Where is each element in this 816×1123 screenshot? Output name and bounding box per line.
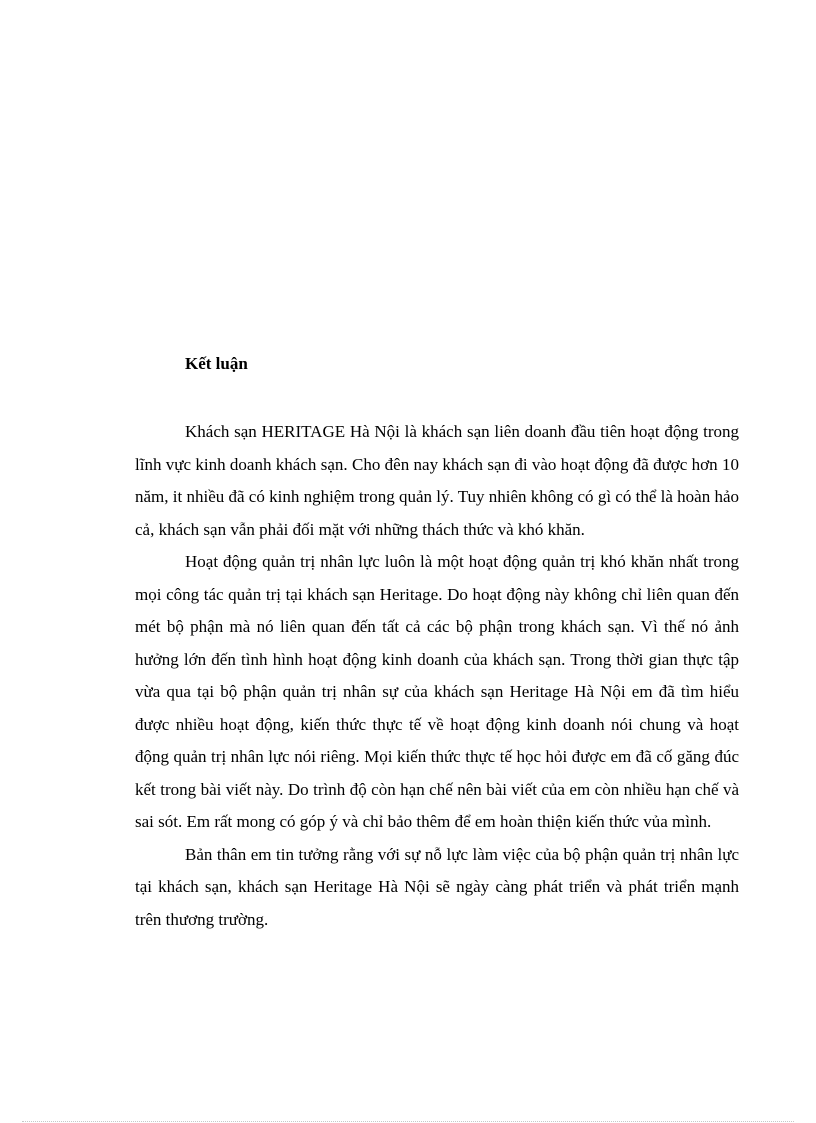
paragraph-2: Hoạt động quản trị nhân lực luôn là một hoạt động quản trị khó khăn nhất trong mọi công tác quản trị tại khách sạn Heritage. Do hoạt động này không chỉ liên quan đến mét bộ phận mà nó liên quan đến tất cả các bộ phận trong khách sạn. Vì thế nó ảnh hưởng lớn đến tình hình hoạt động kinh doanh của khách sạn. Trong thời gian thực tập vừa qua tại bộ phận quản trị nhân sự của khách sạn Heritage Hà Nội em đã tìm hiểu được nhiều hoạt động, kiến thức thực tế về hoạt động kinh doanh nói chung và hoạt động quản trị nhân lực nói riêng. Mọi kiến thức thực tế học hỏi được em đã cố găng đúc kết trong bài viết này. Do trình độ còn hạn chế nên bài viết của em còn nhiều hạn chế và sai sót. Em rất mong có góp ý và chỉ bảo thêm để em hoàn thiện kiến thức vủa mình. [135,552,739,831]
section-heading: Kết luận [185,354,248,373]
page-bottom-divider [22,1121,794,1122]
body-text [135,416,739,936]
paragraph-1: Khách sạn HERITAGE Hà Nội là khách sạn liên doanh đầu tiên hoạt động trong lĩnh vực kinh doanh khách sạn. Cho đên nay khách sạn đi vào hoạt động đã được hơn 10 năm, it nhiều đã có kinh nghiệm trong quản lý. Tuy nhiên không có gì có thể là hoàn hảo cả, khách sạn vẫn phải đối mặt với những thách thức và khó khăn. [135,422,739,539]
paragraph-3: Bản thân em tin tưởng rằng với sự nỗ lực làm việc của bộ phận quản trị nhân lực tại khách sạn, khách sạn Heritage Hà Nội sẽ ngày càng phát triển và phát triển mạnh trên thương trường. [135,844,739,929]
